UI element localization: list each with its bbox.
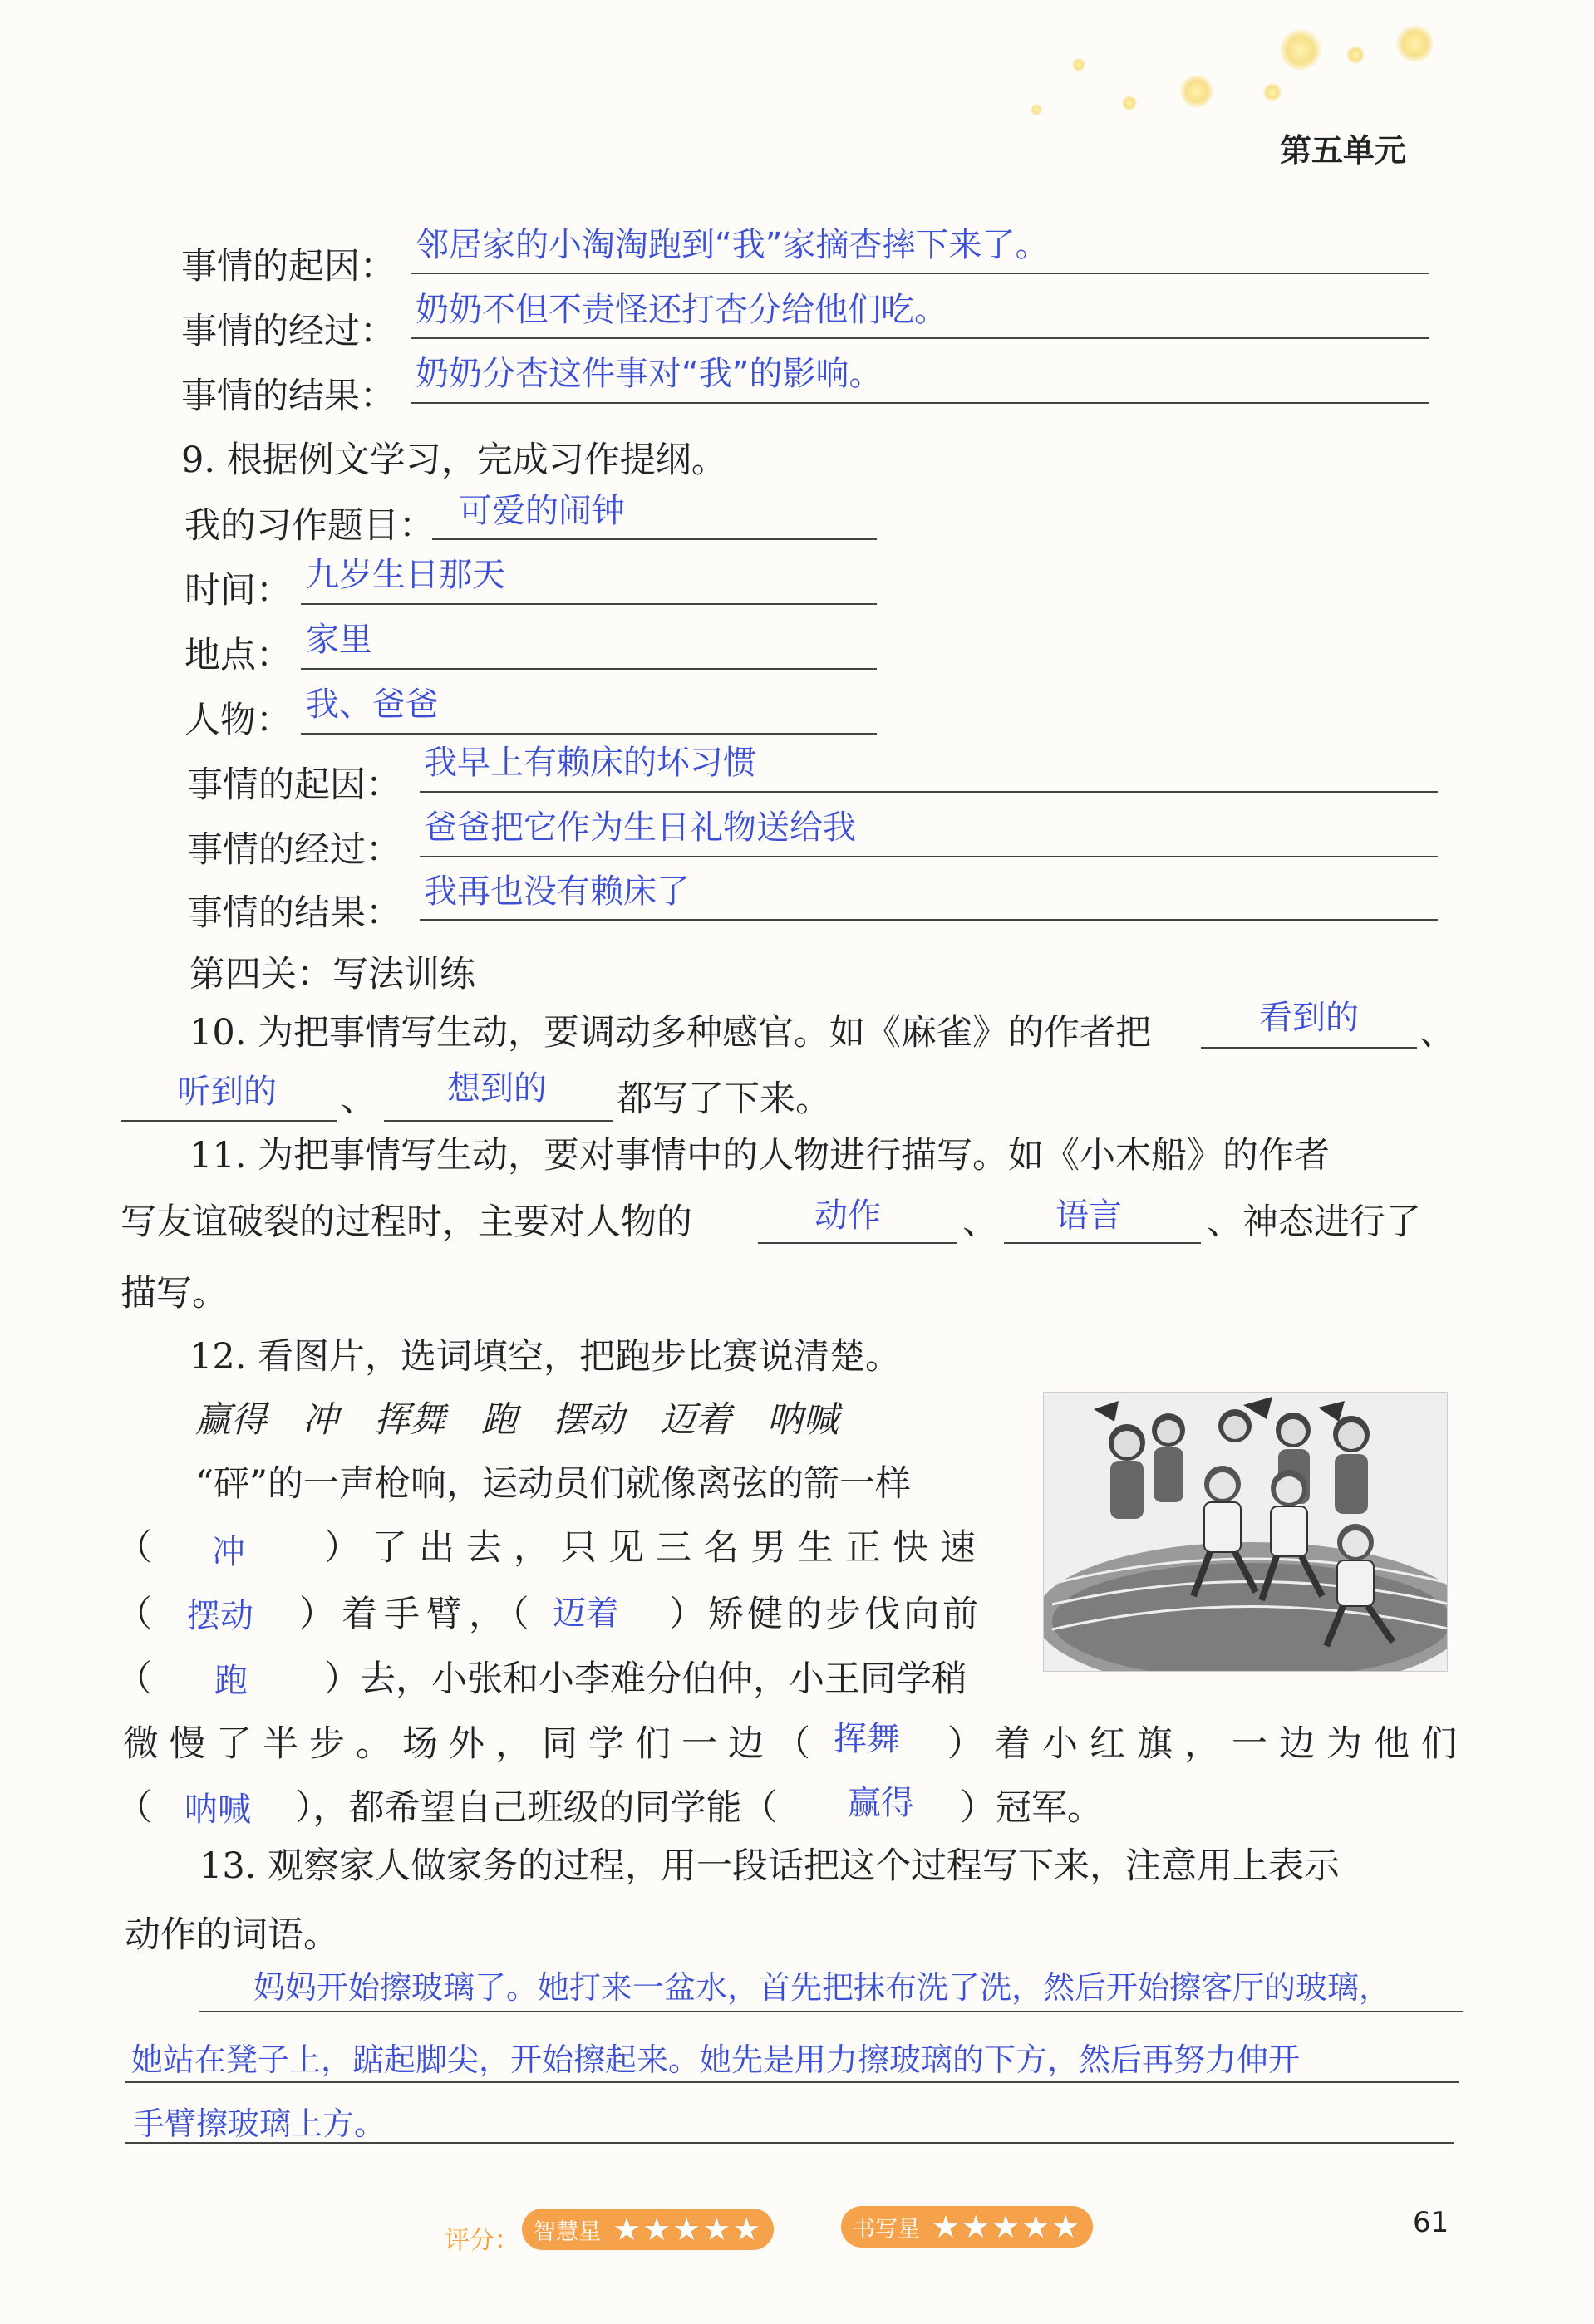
q12-prompt: 12. 看图片，选词填空，把跑步比赛说清楚。 [189,1336,902,1378]
writing-star-badge [841,2206,1093,2248]
q9-result-answer: 我再也没有赖床了 [424,872,690,911]
section-4-title: 第四关：写法训练 [189,954,475,995]
q12-answer-pao: 跑 [214,1662,248,1700]
q11-line-2b: 、神态进行了 [1207,1201,1421,1243]
q11-blank-1 [758,1242,957,1244]
q12-answer-baidong: 摆动 [187,1597,253,1635]
prev-process-line [411,337,1429,339]
q12-l6-close: ）冠军。 [960,1787,1103,1829]
wisdom-star-badge [522,2209,774,2250]
q9-time-label: 时间： [184,570,292,612]
prev-cause-line [411,273,1429,274]
race-illustration [1044,1393,1447,1671]
q13-answer-line-2: 她站在凳子上，踮起脚尖，开始擦起来。她先是用力擦玻璃的下方，然后再努力伸开 [131,2041,1301,2078]
q12-l5-a: 微慢了半步。场外，同学们一边（ [123,1723,821,1765]
q10-answer-1: 看到的 [1259,999,1359,1037]
q9-place-answer: 家里 [306,621,372,659]
q9-cause-answer: 我早上有赖床的坏习惯 [424,744,756,782]
q10-sep-2: 、 [341,1078,376,1120]
q12-answer-huiwu: 挥舞 [834,1720,900,1758]
q9-cause-label: 事情的起因： [187,764,401,806]
wisdom-star-rating-icon: ★★★★★ [613,2211,763,2248]
q12-l6-mid: ），都希望自己班级的同学能（ [295,1787,778,1829]
unit-header: 第五单元 [1280,132,1407,169]
prev-result-answer: 奶奶分杏这件事对“我”的影响。 [416,355,883,393]
q9-prompt: 9. 根据例文学习，完成习作提纲。 [181,440,727,481]
q12-answer-yingde: 赢得 [848,1784,914,1822]
q12-answer-nahan: 呐喊 [184,1791,251,1829]
q10-blank-2 [121,1120,337,1122]
prev-result-label: 事情的结果： [181,376,396,417]
q11-blank-2 [1004,1242,1201,1244]
q11-line-1: 11. 为把事情写生动，要对事情中的人物进行描写。如《小木船》的作者 [189,1135,1331,1177]
q9-cause-line [420,791,1438,793]
q12-l6-open: （ [116,1787,152,1829]
q10-text-a: 10. 为把事情写生动，要调动多种感官。如《麻雀》的作者把 [189,1012,1152,1054]
score-label: 评分： [445,2226,519,2255]
q9-title-line [432,538,877,540]
running-race-image [1043,1392,1448,1672]
q10-sep-1: 、 [1419,1012,1455,1054]
q11-answer-1: 动作 [814,1196,881,1235]
q13-line-1: 13. 观察家人做家务的过程，用一段话把这个过程写下来，注意用上表示 [199,1845,1341,1887]
q12-word-bank: 赢得 冲 挥舞 跑 摆动 迈着 呐喊 [195,1399,839,1441]
q10-blank-3 [384,1120,613,1122]
q9-people-label: 人物： [184,700,292,741]
wisdom-star-label: 智慧星 [534,2218,601,2245]
q12-l3-mid: ）着手臂，（ [299,1594,536,1635]
q12-line-1: “砰”的一声枪响，运动员们就像离弦的箭一样 [195,1463,911,1505]
q10-blank-1 [1201,1047,1417,1049]
q11-line-3: 描写。 [121,1273,228,1314]
q9-place-line [301,668,877,670]
q10-text-b: 都写了下来。 [617,1078,831,1120]
q12-l2-open: （ [116,1527,152,1569]
q11-answer-2: 语言 [1055,1196,1122,1235]
q9-people-line [301,733,877,735]
q9-time-line [301,603,877,605]
prev-cause-label: 事情的起因： [181,246,396,287]
q9-result-label: 事情的结果： [187,892,401,934]
q10-answer-3: 想到的 [447,1069,547,1108]
q12-l4-open: （ [116,1658,152,1700]
q12-l3-close: ）矫健的步伐向前 [669,1594,981,1635]
q9-process-label: 事情的经过： [187,829,401,871]
q13-answer-line-1: 妈妈开始擦玻璃了。她打来一盆水，首先把抹布洗了洗，然后开始擦客厅的玻璃， [253,1969,1391,2006]
q9-result-line [420,919,1438,921]
q10-answer-2: 听到的 [177,1073,277,1111]
q13-writing-line-2 [125,2081,1459,2083]
writing-star-label: 书写星 [853,2216,920,2243]
prev-process-answer: 奶奶不但不责怪还打杏分给他们吃。 [416,291,947,329]
q9-time-answer: 九岁生日那天 [306,556,505,594]
q13-writing-line-1 [199,2011,1463,2012]
prev-result-line [411,402,1429,404]
q9-title-label: 我的习作题目： [184,505,435,547]
q12-answer-maizhe: 迈着 [553,1594,619,1633]
q9-process-answer: 爸爸把它作为生日礼物送给我 [424,808,856,847]
q13-line-2: 动作的词语。 [125,1914,339,1956]
q12-answer-chong: 冲 [212,1533,245,1571]
q12-l5-b: ）着小红旗，一边为他们 [947,1723,1469,1765]
q9-title-answer: 可爱的闹钟 [459,492,625,530]
q13-writing-line-3 [125,2142,1454,2144]
q9-process-line [420,856,1438,857]
prev-process-label: 事情的经过： [181,311,396,352]
page-number: 61 [1413,2206,1449,2239]
q12-l4-close: ）去，小张和小李难分伯仲，小王同学稍 [324,1658,967,1700]
prev-cause-answer: 邻居家的小淘淘跑到“我”家摘杏摔下来了。 [416,226,1049,264]
q11-sep: 、 [962,1201,998,1243]
q9-people-answer: 我、爸爸 [306,685,439,724]
q9-place-label: 地点： [184,635,292,676]
q12-l3-open: （ [116,1594,152,1635]
writing-star-rating-icon: ★★★★★ [932,2209,1082,2245]
q12-l2-close: ）了出去，只见三名男生正快速 [324,1527,987,1569]
q11-line-2a: 写友谊破裂的过程时，主要对人物的 [121,1201,692,1243]
q13-answer-line-3: 手臂擦玻璃上方。 [133,2105,386,2142]
